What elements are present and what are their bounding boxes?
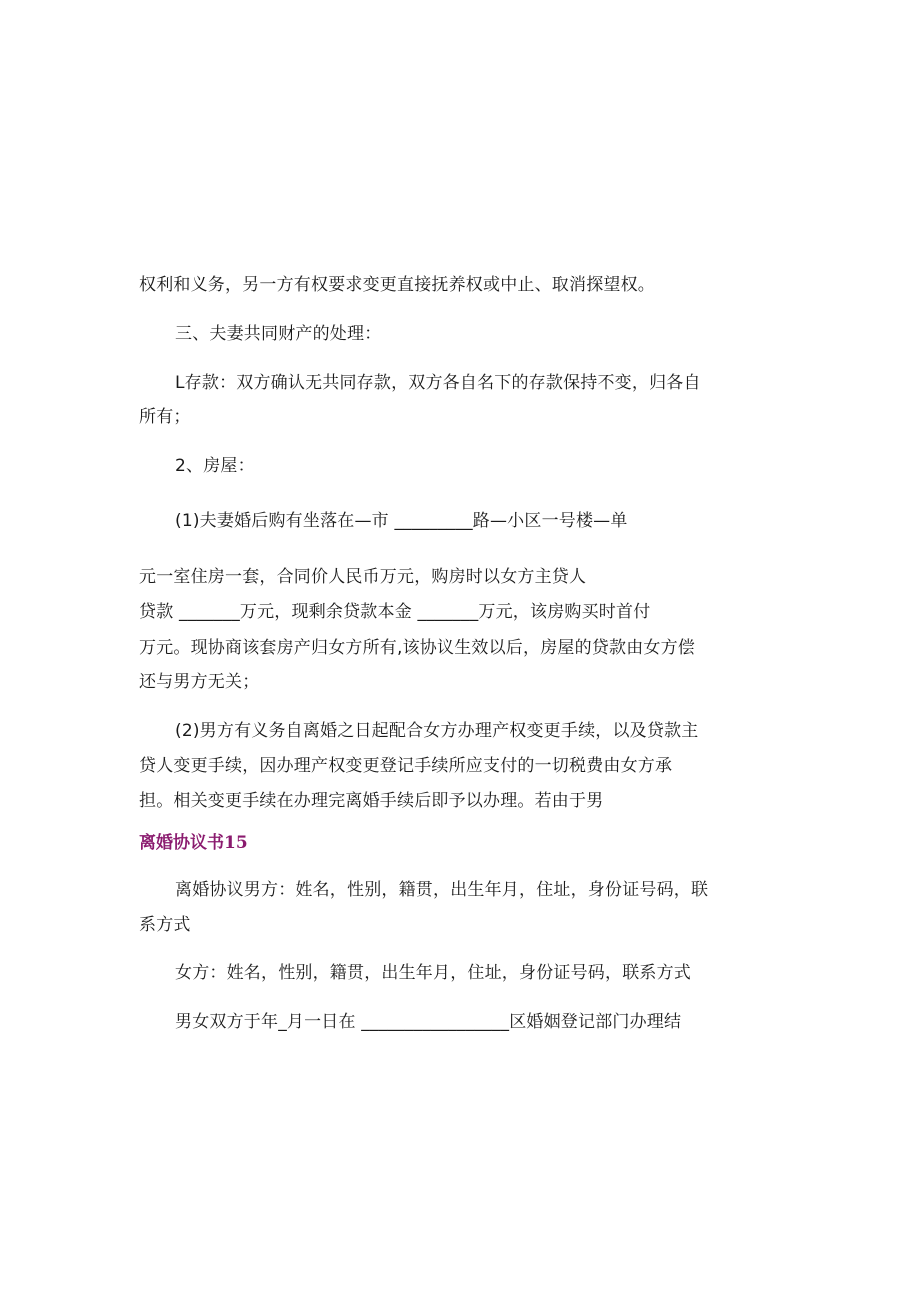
section-title: 离婚协议书15 [139, 833, 248, 853]
body-line: 万元。现协商该套房产归女方所有,该协议生效以后，房屋的贷款由女方偿 [139, 638, 696, 658]
body-line: 离婚协议男方：姓名，性别，籍贯，出生年月，住址，身份证号码，联 [175, 880, 709, 900]
body-line: 贷人变更手续，因办理产权变更登记手续所应支付的一切税费由女方承 [139, 756, 673, 776]
body-line: 权利和义务，另一方有权要求变更直接抚养权或中止、取消探望权。 [139, 275, 655, 295]
body-line: (2)男方有义务自离婚之日起配合女方办理产权变更手续，以及贷款主 [175, 721, 699, 741]
section-heading-property: 三、夫妻共同财产的处理： [175, 324, 382, 344]
body-line: L存款：双方确认无共同存款，双方各自名下的存款保持不变，归各自 [175, 373, 701, 393]
body-line: 女方：姓名，性别，籍贯，出生年月，住址，身份证号码，联系方式 [175, 963, 691, 983]
body-line: 元一室住房一套，合同价人民币万元，购房时以女方主贷人 [139, 567, 587, 587]
body-line: 系方式 [139, 915, 191, 935]
body-line: 男女双方于年_月一日在 _________________区婚姻登记部门办理结 [175, 1012, 682, 1032]
subheading-house: 2、房屋： [175, 456, 255, 476]
body-line: 所有； [139, 407, 191, 427]
body-line: 贷款 _______万元，现剩余贷款本金 _______万元，该房购买时首付 [139, 602, 651, 622]
body-line: 还与男方无关； [139, 672, 260, 692]
body-line: 担。相关变更手续在办理完离婚手续后即予以办理。若由于男 [139, 791, 604, 811]
body-line: (1)夫妻婚后购有坐落在—市 _________路—小区一号楼—单 [175, 511, 628, 531]
